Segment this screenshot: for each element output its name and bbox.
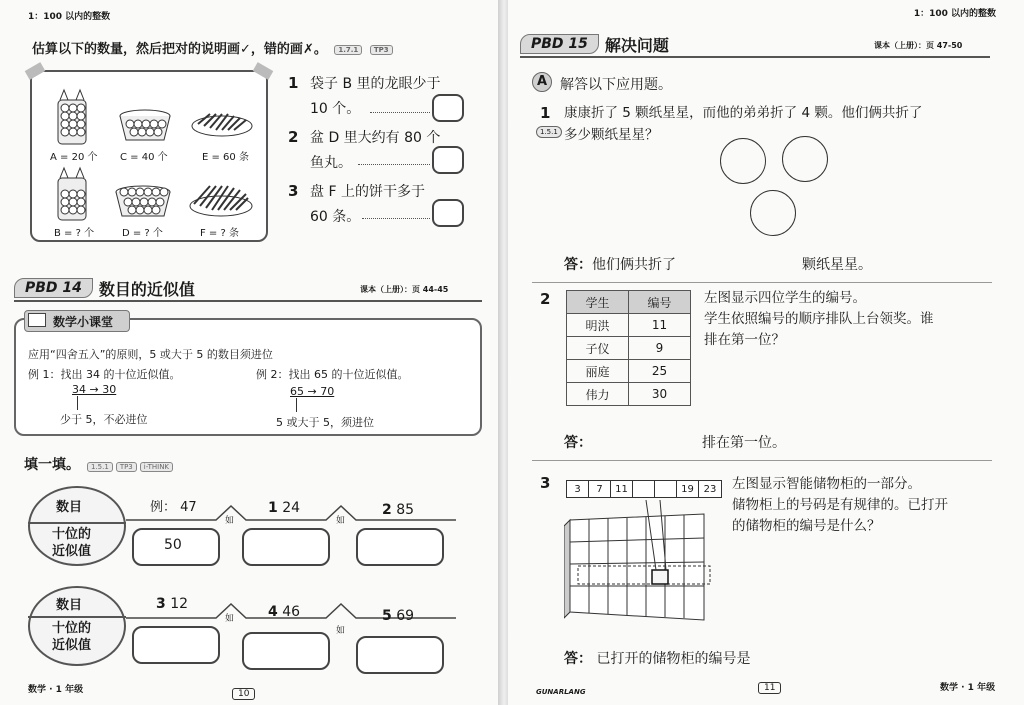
label-c: C = 40 个 bbox=[120, 152, 168, 163]
fill-q5-answer-box[interactable] bbox=[356, 636, 444, 674]
example2-note: 5 或大于 5，须进位 bbox=[276, 416, 374, 429]
pbd15-ref: 课本（上册）：页 47-50 bbox=[874, 41, 963, 50]
ru-label-3: 如 bbox=[225, 614, 235, 624]
q3-answer-box[interactable] bbox=[432, 199, 464, 227]
q2-separator bbox=[532, 460, 992, 461]
ru-label-1: 如 bbox=[225, 516, 235, 526]
biscuit-plate-icon bbox=[190, 108, 254, 138]
example-answer: 50 bbox=[164, 537, 182, 553]
fill-tags: 1.5.1 TP3 i-THINK bbox=[84, 456, 173, 475]
q1-separator bbox=[532, 282, 992, 283]
table-header: 学生 bbox=[567, 291, 629, 314]
pbd15-title: 解决问题 bbox=[604, 35, 669, 55]
locker-number: 23 bbox=[703, 484, 717, 495]
locker-number bbox=[633, 481, 655, 497]
footer-left: 数学 · 1 年级 bbox=[28, 685, 84, 695]
label-f: F = ? 条 bbox=[200, 228, 239, 239]
table-cell: 11 bbox=[629, 314, 691, 337]
longan-bag-icon bbox=[54, 86, 90, 146]
pbd14-heading bbox=[14, 276, 195, 300]
star-circle-1 bbox=[720, 138, 766, 184]
locker-number: 3 bbox=[567, 481, 589, 497]
pbd15-rule bbox=[520, 56, 990, 58]
pbd14-ref: 课本（上册）：页 44-45 bbox=[360, 285, 449, 294]
table-cell: 25 bbox=[629, 360, 691, 383]
table-cell: 子仪 bbox=[567, 337, 629, 360]
q2-answer-box[interactable] bbox=[432, 146, 464, 174]
q1-answer: 答：他们俩共折了 bbox=[564, 257, 676, 273]
oval-top-label-2: 数目 bbox=[56, 598, 83, 613]
locker-cabinet-icon bbox=[564, 500, 714, 626]
pbd14-rule bbox=[14, 300, 482, 302]
q3-answer: 答： 已打开的储物柜的编号是 bbox=[564, 651, 751, 667]
fill-q3-answer-box[interactable] bbox=[132, 626, 220, 664]
fill-q2: 2 85 bbox=[382, 502, 415, 518]
chapter-header-right: 1：100 以内的整数 bbox=[913, 9, 996, 19]
estimate-q1-text: 袋子 B 里的龙眼少于 10 个。 bbox=[310, 76, 441, 117]
oval-divider-1 bbox=[28, 522, 126, 524]
table-cell: 30 bbox=[629, 383, 691, 406]
tape-left bbox=[25, 62, 46, 80]
q3-text: 左图显示智能储物柜的一部分。 储物柜上的号码是有规律的。已打开 的储物柜的编号是什么？ bbox=[732, 476, 948, 534]
oval-bottom-label-2: 十位的 近似值 bbox=[52, 621, 92, 653]
q2-dotted-line bbox=[358, 164, 430, 165]
example2-arrow bbox=[296, 398, 297, 412]
lesson-rule: 应用“四舍五入”的原则，5 或大于 5 的数目须进位 bbox=[28, 348, 273, 361]
q1-answer-suffix: 颗纸星星。 bbox=[802, 257, 872, 273]
tag-1: 1.7.1 bbox=[334, 45, 362, 55]
book-icon bbox=[28, 313, 46, 327]
chapter-header-left: 1：100 以内的整数 bbox=[28, 12, 111, 22]
q1-number: 1 bbox=[540, 104, 551, 122]
publisher-logo: GUNARLANG bbox=[536, 688, 586, 696]
tape-right bbox=[253, 62, 274, 80]
q2-answer: 答： bbox=[564, 435, 592, 451]
fill-q1-answer-box[interactable] bbox=[242, 528, 330, 566]
ru-label-2: 如 bbox=[336, 516, 346, 526]
pbd14-label: PBD 14 bbox=[14, 278, 93, 298]
page-number-right: 11 bbox=[758, 682, 781, 694]
locker-number-strip bbox=[566, 480, 722, 498]
estimate-q2-text: 盆 D 里大约有 80 个 鱼丸。 bbox=[310, 130, 441, 171]
q2-text: 左图显示四位学生的编号。 学生依照编号的顺序排队上台领奖。谁 排在第一位？ bbox=[704, 290, 934, 348]
label-b: B = ? 个 bbox=[54, 228, 95, 239]
label-e: E = 60 条 bbox=[202, 152, 249, 163]
student-table bbox=[566, 290, 691, 406]
left-page bbox=[0, 0, 500, 705]
fill-q4-answer-box[interactable] bbox=[242, 632, 330, 670]
example1-note: 少于 5，不必进位 bbox=[60, 413, 148, 426]
fill-q1: 1 24 bbox=[268, 500, 301, 516]
star-circle-2 bbox=[782, 136, 828, 182]
fill-q5: 5 69 bbox=[382, 608, 415, 624]
section-a-badge: A bbox=[532, 72, 552, 92]
table-cell: 伟力 bbox=[567, 383, 629, 406]
q2-number: 2 bbox=[540, 290, 551, 308]
picture-board bbox=[30, 70, 268, 242]
footer-right: 数学 · 1 年级 bbox=[940, 683, 996, 693]
pbd15-heading bbox=[520, 32, 669, 56]
q1-answer-box[interactable] bbox=[432, 94, 464, 122]
section-a-text: 解答以下应用题。 bbox=[560, 77, 672, 93]
oval-divider-2 bbox=[28, 616, 126, 618]
page-number-left: 10 bbox=[232, 688, 255, 700]
lesson-title: 数学小课堂 bbox=[24, 310, 130, 332]
star-circle-3 bbox=[750, 190, 796, 236]
q3-number: 3 bbox=[540, 474, 551, 492]
q1-tag: 1.5.1 bbox=[536, 126, 562, 138]
fill-q3: 3 12 bbox=[156, 596, 189, 612]
locker-number: 7 bbox=[589, 481, 611, 497]
pbd14-title: 数目的近似值 bbox=[98, 279, 195, 299]
locker-number: 11 bbox=[611, 481, 633, 497]
oval-top-label-1: 数目 bbox=[56, 500, 83, 515]
estimate-q3-text: 盘 F 上的饼干多于 60 条。 bbox=[310, 184, 425, 225]
example-number: 例： 47 bbox=[150, 500, 197, 515]
locker-number bbox=[655, 481, 677, 497]
fill-q2-answer-box[interactable] bbox=[356, 528, 444, 566]
example2-calc: 65 → 70 bbox=[290, 385, 335, 398]
estimate-instruction: 估算以下的数量，然后把对的说明画✓，错的画✗。 1.7.1 TP3 bbox=[32, 38, 393, 57]
biscuit-plate-f-icon bbox=[188, 180, 254, 218]
q3-dotted-line bbox=[362, 218, 430, 219]
ru-label-4: 如 bbox=[336, 626, 346, 636]
label-d: D = ? 个 bbox=[122, 228, 163, 239]
q1-text: 康康折了 5 颗纸星星，而他的弟弟折了 4 颗。他们俩共折了 多少颗纸星星？ bbox=[564, 105, 923, 143]
example1-title: 例 1：找出 34 的十位近似值。 bbox=[28, 368, 181, 381]
table-header: 编号 bbox=[629, 291, 691, 314]
estimate-q2-num: 2 bbox=[288, 128, 299, 146]
pbd15-label: PBD 15 bbox=[520, 34, 599, 54]
longan-bag-b-icon bbox=[54, 166, 90, 222]
q2-answer-suffix: 排在第一位。 bbox=[702, 435, 786, 451]
fishball-bowl-icon bbox=[118, 108, 172, 144]
example1-arrow bbox=[77, 396, 78, 410]
tag-2: TP3 bbox=[370, 45, 393, 55]
estimate-q3-num: 3 bbox=[288, 182, 299, 200]
fill-title: 填一填。 bbox=[24, 457, 80, 473]
oval-bottom-label-1: 十位的 近似值 bbox=[52, 527, 92, 559]
right-page bbox=[508, 0, 1024, 705]
locker-number: 19 bbox=[677, 481, 699, 497]
fishball-bowl-d-icon bbox=[114, 184, 172, 220]
label-a: A = 20 个 bbox=[50, 152, 98, 163]
example2-title: 例 2：找出 65 的十位近似值。 bbox=[256, 368, 409, 381]
table-cell: 明洪 bbox=[567, 314, 629, 337]
table-cell: 9 bbox=[629, 337, 691, 360]
fill-q4: 4 46 bbox=[268, 604, 301, 620]
table-cell: 丽庭 bbox=[567, 360, 629, 383]
example1-calc: 34 → 30 bbox=[72, 383, 117, 396]
q1-dotted-line bbox=[370, 112, 430, 113]
estimate-q1-num: 1 bbox=[288, 74, 299, 92]
